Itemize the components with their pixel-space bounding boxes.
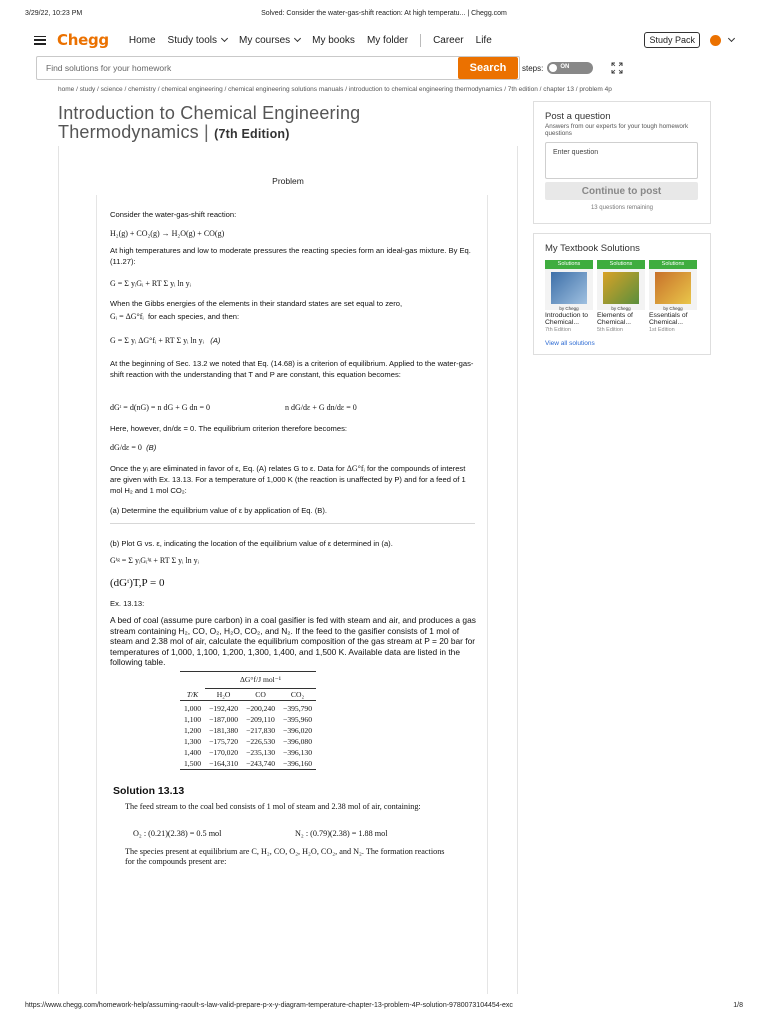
table-cell: −175,720 — [209, 737, 239, 746]
problem-text: Gᵢ = ΔG°fᵢ for each species, and then: — [110, 312, 240, 321]
page-title: Introduction to Chemical Engineering Thermodynamics | (7th Edition) — [58, 103, 361, 142]
problem-text: (a) Determine the equilibrium value of ε by application of Eq. (B). — [110, 506, 327, 515]
table-row — [180, 758, 316, 770]
book-edition: 5th Edition — [597, 327, 623, 333]
problem-text: Once the yᵢ are eliminated in favor of ε, Eq. (A) relates G to ε. Data for ΔG°fᵢ for the compounds of interest are given with Ex. 13.13. For a temperature of 1,000 K (the reaction is unaffected by P) and for a feed of 1 mol H₂ and 1 mol CO₂: — [110, 464, 466, 495]
table-cell: −187,000 — [209, 715, 239, 724]
breadcrumb[interactable]: home / study / science / chemistry / chemical engineering / chemical engineering solutions manuals / introduction to chemical engineering thermodynamics / 7th edition / chapter 13 / problem 4p — [58, 86, 612, 93]
table-cell: −396,130 — [283, 748, 312, 757]
table-cell: −235,130 — [246, 748, 276, 757]
example-reference: Ex. 13.13: — [110, 599, 145, 608]
print-page-title: Solved: Consider the water-gas-shift reaction: At high temperatu... | Chegg.com — [261, 10, 507, 17]
textbook-card[interactable] — [649, 260, 697, 333]
equation-row — [110, 335, 477, 346]
expand-icon[interactable] — [611, 62, 623, 74]
equation: G = Σ yᵢGᵢ + RT Σ yᵢ ln yᵢ — [110, 279, 191, 288]
panel-subtitle: Answers from our experts for your tough homework questions — [545, 123, 689, 137]
chevron-down-icon[interactable] — [728, 35, 735, 42]
solution-equation: N₂ : (0.79)(2.38) = 1.88 mol — [295, 829, 388, 838]
table-cell: −217,830 — [246, 726, 276, 735]
panel-title: My Textbook Solutions — [545, 243, 640, 254]
steps-toggle-group — [522, 62, 593, 74]
table-cell: 1,100 — [184, 715, 202, 724]
book-edition: 7th Edition — [545, 327, 571, 333]
book-name: Elements of Chemical... — [597, 312, 633, 326]
equation: G = Σ yᵢ ΔG°fᵢ + RT Σ yᵢ ln yᵢ — [110, 336, 204, 345]
equation-row — [110, 442, 477, 453]
book-edition: 1st Edition — [649, 327, 675, 333]
print-datetime: 3/29/22, 10:23 PM — [25, 10, 83, 17]
print-footer — [25, 1002, 743, 1014]
equation: Gⁱᵍ = Σ yᵢGᵢⁱᵍ + RT Σ yᵢ ln yᵢ — [110, 556, 199, 565]
solutions-tag: Solutions — [597, 260, 645, 269]
textbook-solutions-panel — [533, 233, 711, 355]
print-page-number: 1/8 — [733, 1002, 743, 1009]
table-cell: −181,380 — [209, 726, 239, 735]
toggle-label: ON — [560, 64, 570, 70]
equation: (dGᵗ)T,P = 0 — [110, 577, 165, 589]
table-row — [180, 736, 316, 747]
table-header: CO — [255, 690, 266, 699]
search-bar — [36, 56, 520, 80]
table-row — [180, 747, 316, 758]
equation: dG/dε = 0 — [110, 443, 142, 452]
table-cell: −170,020 — [209, 748, 239, 757]
problem-text: Consider the water-gas-shift reaction: — [110, 210, 237, 219]
equation: Gᵢ = ΔG°fᵢ — [110, 312, 144, 321]
question-input[interactable]: Enter question — [545, 142, 698, 179]
panel-title: Post a question — [545, 111, 611, 122]
gibbs-data-table — [180, 671, 316, 770]
table-cell: −192,420 — [209, 704, 239, 713]
table-cell: 1,200 — [184, 726, 202, 735]
table-header: T/K — [186, 689, 199, 699]
solution-title: Solution 13.13 — [113, 785, 185, 797]
chevron-down-icon — [294, 35, 301, 42]
textbook-card[interactable] — [545, 260, 593, 333]
print-header — [25, 10, 743, 22]
equation-tag: (B) — [146, 443, 157, 452]
problem-text: At high temperatures and low to moderate pressures the reacting species form an ideal-gas mixture. By Eq. (11.27): — [110, 246, 471, 266]
solutions-tag: Solutions — [649, 260, 697, 269]
textbook-list — [545, 260, 701, 333]
equation-tag: (A) — [210, 336, 221, 345]
toggle-knob — [549, 64, 557, 72]
table-cell: −396,080 — [283, 737, 312, 746]
table-cell: −209,110 — [246, 715, 275, 724]
table-cell: −396,020 — [283, 726, 312, 735]
problem-content — [96, 195, 488, 994]
example-text: A bed of coal (assume pure carbon) in a coal gasifier is fed with steam and air, and produces a gas stream containing H₂, CO, O₂, H₂O, CO₂, and N₂. If the feed to the gasifier consists of 1 mol of steam and 2.38 mol of air, calculate the equilibrium composition of the gas stream at P = 20 bar for temperatures of 1,000, 1,100, 1,200, 1,300, 1,400, and 1,500 K. Available data are listed in the following table. — [110, 615, 476, 668]
view-all-solutions-link[interactable]: View all solutions — [545, 340, 595, 347]
equation: n dG/dε + G dn/dε = 0 — [285, 403, 357, 412]
book-cover: by Chegg — [545, 269, 593, 310]
table-cell: −164,310 — [209, 759, 239, 768]
book-title-text: Introduction to Chemical Engineering Thermodynamics — [58, 103, 361, 142]
table-row — [180, 714, 316, 725]
solution-equation: O₂ : (0.21)(2.38) = 0.5 mol — [133, 829, 222, 838]
table-group-header: ΔG°f/J mol⁻¹ — [205, 672, 316, 689]
book-cover: by Chegg — [649, 269, 697, 310]
search-input[interactable]: Find solutions for your homework — [46, 63, 172, 73]
table-cell: −395,960 — [283, 715, 312, 724]
problem-text: Here, however, dn/dε = 0. The equilibrium criterion therefore becomes: — [110, 424, 348, 433]
nav-my-folder[interactable]: My folder — [366, 34, 409, 46]
table-row — [180, 725, 316, 736]
chegg-logo[interactable]: Chegg — [57, 31, 109, 49]
table-cell: −395,790 — [283, 704, 312, 713]
table-cell: −200,240 — [246, 704, 276, 713]
table-header: CO₂ — [290, 690, 305, 699]
equation: H₂(g) + CO₂(g) → H₂O(g) + CO(g) — [110, 229, 225, 238]
table-cell: 1,300 — [184, 737, 202, 746]
table-cell: 1,400 — [184, 748, 202, 757]
solution-text: The species present at equilibrium are C, H₂, CO, O₂, H₂O, CO₂, and N₂. The formation reactions for the compounds present are: — [125, 847, 445, 866]
avatar[interactable] — [710, 35, 721, 46]
chevron-down-icon — [221, 35, 228, 42]
nav-study-tools[interactable]: Study tools — [168, 35, 227, 46]
nav-career[interactable]: Career — [433, 34, 464, 46]
divider — [110, 523, 475, 524]
continue-to-post-button[interactable]: Continue to post — [545, 182, 698, 200]
book-cover: by Chegg — [597, 269, 645, 310]
table-cell: −396,160 — [283, 759, 312, 768]
study-pack-button[interactable]: Study Pack — [644, 32, 700, 48]
problem-card — [58, 146, 518, 994]
equation-row — [110, 402, 477, 413]
problem-heading: Problem — [272, 176, 304, 186]
book-name: Introduction to Chemical... — [545, 312, 589, 326]
problem-text: At the beginning of Sec. 13.2 we noted that Eq. (14.68) is a criterion of equilibrium. Applied to the water-gas-shift reaction with the understanding that T and P are constant, this equation becomes: — [110, 359, 474, 379]
hamburger-menu-icon[interactable] — [34, 36, 46, 45]
questions-remaining: 13 questions remaining — [590, 205, 654, 211]
nav-divider — [420, 34, 421, 47]
textbook-card[interactable] — [597, 260, 645, 333]
equation: ΔG°fᵢ — [346, 464, 365, 473]
post-question-panel — [533, 101, 711, 224]
table-cell: −226,530 — [246, 737, 276, 746]
nav-my-courses[interactable]: My courses — [239, 35, 300, 46]
nav-life[interactable]: Life — [475, 34, 492, 46]
problem-text: When the Gibbs energies of the elements in their standard states are set equal to zero, — [110, 299, 403, 308]
steps-toggle[interactable] — [547, 62, 593, 74]
problem-text: (b) Plot G vs. ε, indicating the location of the equilibrium value of ε determined in (a). — [110, 539, 393, 548]
nav-my-books[interactable]: My books — [312, 34, 355, 46]
print-url: https://www.chegg.com/homework-help/assuming-raoult-s-law-valid-prepare-p-x-y-diagram-temperature-chapter-13-problem-4P-solution-9780073104454-exc — [25, 1002, 513, 1009]
equation: dGᵗ = d(nG) = n dG + G dn = 0 — [110, 403, 211, 412]
steps-label: steps: — [522, 63, 544, 73]
top-nav — [34, 26, 734, 54]
table-cell: 1,000 — [184, 704, 202, 713]
solution-text: The feed stream to the coal bed consists of 1 mol of steam and 2.38 mol of air, containing: — [125, 802, 421, 811]
book-name: Essentials of Chemical... — [649, 312, 688, 326]
book-edition: (7th Edition) — [214, 127, 290, 141]
nav-home[interactable]: Home — [128, 34, 156, 46]
solutions-tag: Solutions — [545, 260, 593, 269]
table-cell: −243,740 — [246, 759, 276, 768]
table-cell: 1,500 — [184, 759, 202, 768]
table-header: H₂O — [216, 690, 231, 699]
table-row — [180, 701, 316, 715]
search-button[interactable]: Search — [458, 57, 518, 79]
